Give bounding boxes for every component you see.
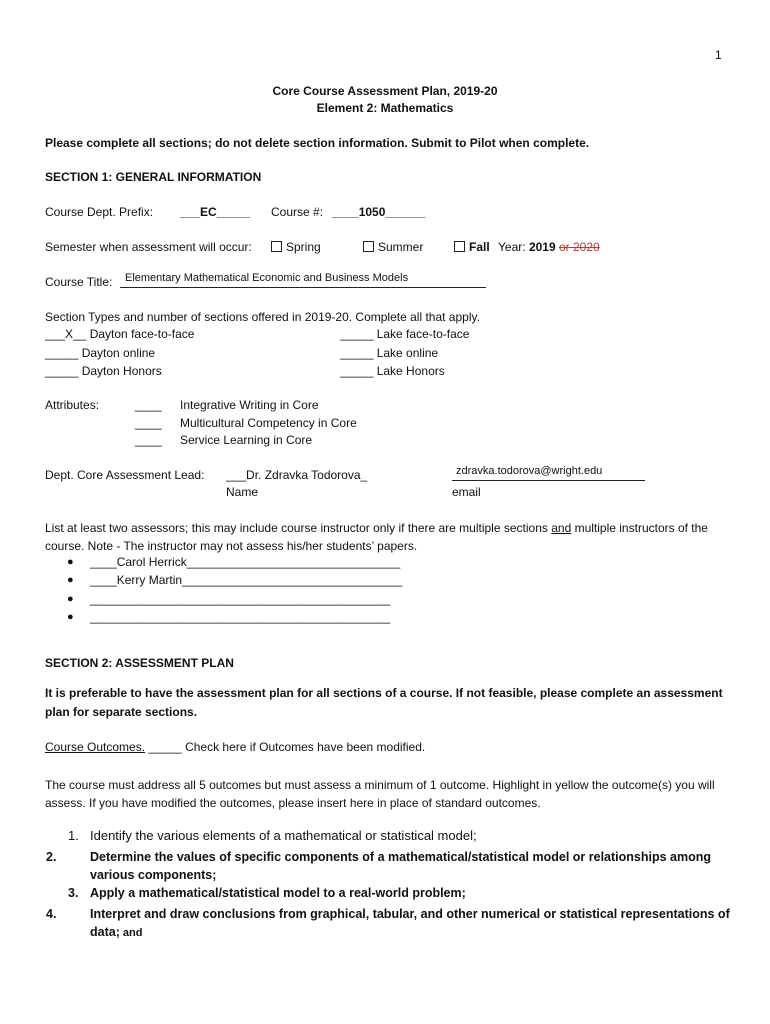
section-type-lake-honors[interactable]: _____ Lake Honors xyxy=(340,364,445,378)
year-struck: or 2020 xyxy=(558,240,600,254)
attribute-label: Multicultural Competency in Core xyxy=(180,416,357,430)
course-title-label: Course Title: xyxy=(45,275,113,289)
assessor-field[interactable]: ____Kerry Martin_________________________________ xyxy=(90,573,403,587)
instructions: Please complete all sections; do not delete section information. Submit to Pilot when complete. xyxy=(45,136,590,150)
year-group xyxy=(498,240,600,254)
dept-prefix-field[interactable]: ___EC_____ xyxy=(180,205,251,219)
section-type-dayton-f2f[interactable]: ___X__ Dayton face-to-face xyxy=(45,327,195,341)
section-type-lake-online[interactable]: _____ Lake online xyxy=(340,346,439,360)
semester-option-summer[interactable]: Summer xyxy=(363,240,423,254)
section1-heading: SECTION 1: GENERAL INFORMATION xyxy=(45,170,262,184)
bullet-icon: ● xyxy=(67,611,74,623)
assessor-field[interactable]: _____________________________________________ xyxy=(90,592,391,606)
section-type-dayton-honors[interactable]: _____ Dayton Honors xyxy=(45,364,162,378)
semester-option-spring[interactable]: Spring xyxy=(271,240,321,254)
course-outcomes-line: Course Outcomes. _____ Check here if Outcomes have been modified. xyxy=(45,740,426,754)
attribute-label: Service Learning in Core xyxy=(180,433,313,447)
lead-email-field[interactable]: zdravka.todorova@wright.edu xyxy=(456,465,603,477)
assessor-field[interactable]: ____Carol Herrick________________________________ xyxy=(90,555,401,569)
checkbox-icon[interactable] xyxy=(271,241,282,252)
semester-option-fall[interactable]: Fall xyxy=(454,240,490,254)
assessor-field[interactable]: _____________________________________________ xyxy=(90,610,391,624)
lead-email-underline xyxy=(452,480,645,481)
outcome-item: 1. Identify the various elements of a mathematical or statistical model; xyxy=(68,828,477,843)
attribute-blank[interactable]: ____ xyxy=(135,398,162,412)
bullet-icon: ● xyxy=(67,574,74,586)
document-subtitle: Element 2: Mathematics xyxy=(316,101,454,115)
section-type-lake-f2f[interactable]: _____ Lake face-to-face xyxy=(340,327,470,341)
attribute-blank[interactable]: ____ xyxy=(135,433,162,447)
semester-label: Semester when assessment will occur: xyxy=(45,240,252,254)
course-number-label: Course #: xyxy=(271,205,324,219)
lead-email-caption: email xyxy=(452,485,481,499)
bullet-icon: ● xyxy=(67,593,74,605)
section-type-dayton-online[interactable]: _____ Dayton online xyxy=(45,346,156,360)
assessors-intro: List at least two assessors; this may include course instructor only if there are multiple sections and multiple instructors of the course. Note - The instructor may not assess his/her students’ papers. xyxy=(45,521,708,553)
course-number-field[interactable]: ____1050______ xyxy=(332,205,426,219)
bullet-icon: ● xyxy=(67,556,74,568)
outcome-item: 2. Determine the values of specific components of a mathematical/statistical model or relationships among various components; xyxy=(46,850,711,882)
lead-name-caption: Name xyxy=(226,485,259,499)
outcome-item: 3. Apply a mathematical/statistical model to a real-world problem; xyxy=(68,886,466,900)
page-number: 1 xyxy=(715,48,722,62)
attribute-blank[interactable]: ____ xyxy=(135,416,162,430)
lead-name-field[interactable]: ___Dr. Zdravka Todorova_ xyxy=(226,468,368,482)
document-title: Core Course Assessment Plan, 2019-20 xyxy=(272,84,498,98)
year-value[interactable]: 2019 xyxy=(528,240,556,254)
must-address-note: The course must address all 5 outcomes but must assess a minimum of 1 outcome. Highlight in yellow the outcome(s) you will assess. If you have modified the outcomes, please insert here in place of standard outcomes. xyxy=(45,778,715,810)
dept-prefix-label: Course Dept. Prefix: xyxy=(45,205,154,219)
course-title-underline xyxy=(120,287,486,288)
section-types-intro: Section Types and number of sections offered in 2019-20. Complete all that apply. xyxy=(45,310,480,324)
outcome-item: 4. Interpret and draw conclusions from graphical, tabular, and other numerical or statistical representations of data; and xyxy=(46,907,730,939)
checkbox-icon[interactable] xyxy=(363,241,374,252)
section2-heading: SECTION 2: ASSESSMENT PLAN xyxy=(45,656,234,670)
attributes-label: Attributes: xyxy=(45,398,100,412)
lead-label: Dept. Core Assessment Lead: xyxy=(45,468,205,482)
year-label: Year: xyxy=(498,240,526,254)
checkbox-icon[interactable] xyxy=(454,241,465,252)
course-title-field[interactable]: Elementary Mathematical Economic and Business Models xyxy=(125,272,409,284)
section2-preferable: It is preferable to have the assessment plan for all sections of a course. If not feasible, please complete an assessment plan for separate sections. xyxy=(45,686,723,719)
attribute-label: Integrative Writing in Core xyxy=(180,398,319,412)
course-outcomes-link[interactable]: Course Outcomes. xyxy=(45,740,146,754)
